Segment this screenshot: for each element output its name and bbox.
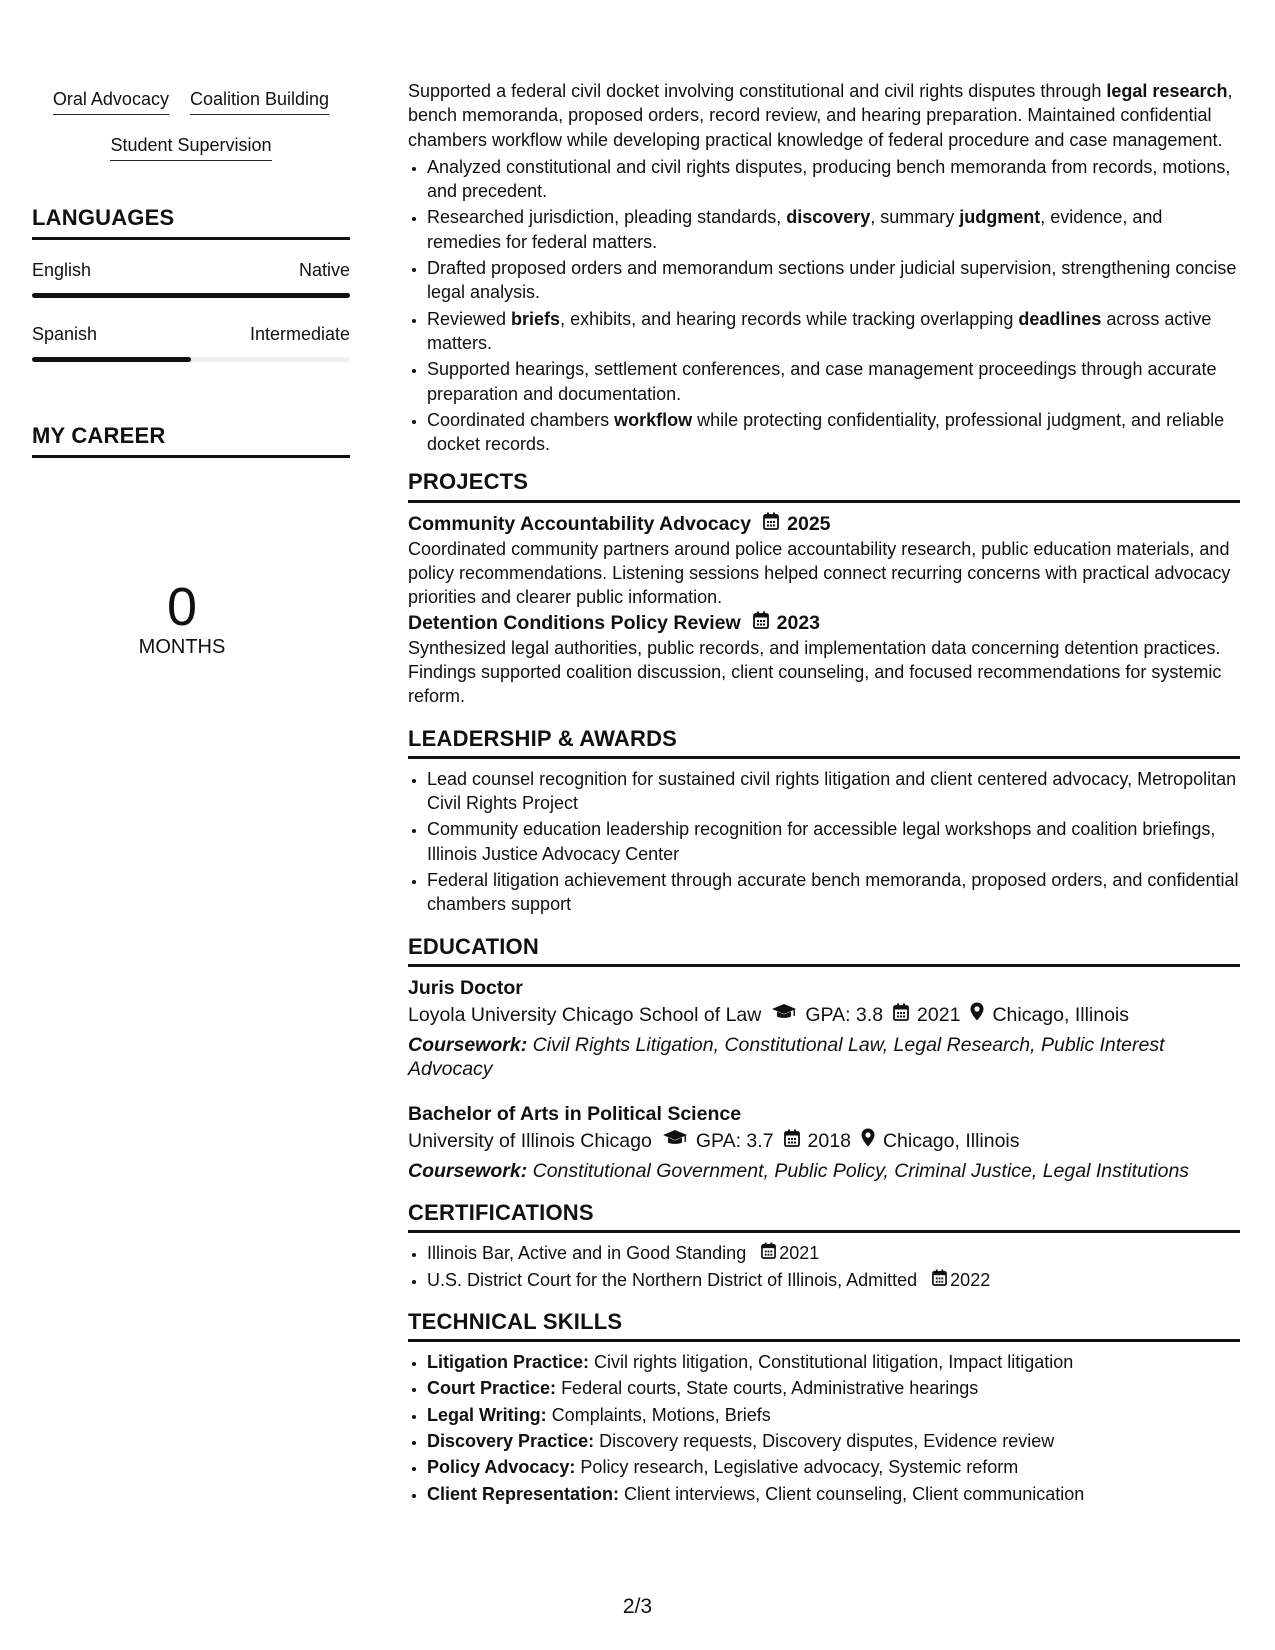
coursework	[408, 1159, 1240, 1183]
experience-bullet	[427, 408, 1240, 457]
leadership-list	[408, 767, 1240, 917]
emphasized-text: briefs	[511, 308, 561, 329]
calendar-icon	[761, 1241, 779, 1265]
school-name: Loyola University Chicago School of Law	[408, 1003, 762, 1026]
left-column	[32, 82, 350, 659]
language-level: Intermediate	[249, 324, 350, 344]
calendar-icon	[932, 1268, 950, 1292]
languages-heading: LANGUAGES	[32, 205, 350, 240]
text-run: , bench memoranda, proposed orders, record review, and hearing preparation. Maintained confidential chambers workflow while developing practical knowledge of federal procedure and case management.	[408, 81, 1233, 150]
certification-name: Illinois Bar, Active and in Good Standing	[427, 1243, 747, 1264]
skill-tags	[32, 82, 350, 174]
school-location: Chicago, Illinois	[882, 1129, 1020, 1152]
leadership-item: • Lead counsel recognition for sustained civil rights litigation and client centered advocacy, Metropolitan Civil Rights Project	[427, 767, 1240, 816]
text-run: , summary	[870, 207, 960, 228]
experience-bullet	[427, 357, 1240, 406]
certification-name: U.S. District Court for the Northern District of Illinois, Admitted	[427, 1269, 918, 1290]
skill-label: Policy Advocacy:	[427, 1457, 576, 1478]
leadership-item: • Community education leadership recognition for accessible legal workshops and coalition briefings, Illinois Justice Advocacy Center	[427, 817, 1240, 866]
skill-value: Federal courts, State courts, Administrative hearings	[561, 1378, 979, 1399]
coursework-label: Coursework:	[408, 1159, 528, 1182]
coursework-label: Coursework:	[408, 1033, 528, 1056]
school-name: University of Illinois Chicago	[408, 1129, 652, 1152]
education-heading: EDUCATION	[408, 935, 1240, 967]
project-title: Community Accountability Advocacy	[408, 512, 752, 535]
career-heading: MY CAREER	[32, 423, 350, 458]
leadership-item: • Federal litigation achievement through accurate bench memoranda, proposed orders, and confidential chambers support	[427, 868, 1240, 917]
skill-label: Discovery Practice:	[427, 1430, 595, 1451]
school-location: Chicago, Illinois	[992, 1003, 1130, 1026]
text-run: Supported a federal civil docket involving constitutional and civil rights disputes through	[408, 81, 1107, 101]
language-proficiency-fill	[32, 293, 350, 298]
gpa: GPA: 3.7	[695, 1129, 774, 1152]
graduation-year: 2018	[807, 1129, 851, 1152]
certifications-list	[408, 1241, 1240, 1292]
skill-value: Client interviews, Client counseling, Client communication	[624, 1483, 1085, 1504]
languages-section	[32, 205, 350, 362]
graduation-year: 2021	[917, 1003, 961, 1026]
skill-value: Civil rights litigation, Constitutional litigation, Impact litigation	[594, 1352, 1074, 1373]
career-duration-unit: MONTHS	[138, 636, 226, 658]
skill-label: Litigation Practice:	[427, 1352, 590, 1373]
skill-item	[427, 1455, 1240, 1479]
career-section	[32, 423, 350, 659]
language-name: English	[32, 260, 92, 280]
text-run: , evidence, and remedies for federal matters.	[427, 207, 1163, 252]
emphasized-text: legal research	[1106, 81, 1228, 101]
right-column	[408, 79, 1240, 1508]
text-run: Analyzed constitutional and civil rights disputes, producing bench memoranda from records, motions, and precedent.	[427, 156, 1231, 202]
language-level: Native	[298, 260, 350, 280]
text-run: Supported hearings, settlement conferences, and case management proceedings through accurate preparation and documentation.	[427, 359, 1217, 404]
emphasized-text: discovery	[786, 207, 871, 228]
certifications-heading: CERTIFICATIONS	[408, 1201, 1240, 1233]
gpa: GPA: 3.8	[805, 1003, 884, 1026]
calendar-icon	[763, 511, 787, 537]
language-item	[32, 324, 350, 362]
skill-label: Court Practice:	[427, 1378, 557, 1399]
graduation-cap-icon	[771, 1001, 805, 1029]
skill-value: Discovery requests, Discovery disputes, Evidence review	[599, 1430, 1055, 1451]
skill-item	[427, 1376, 1240, 1400]
skill-label: Client Representation:	[427, 1483, 620, 1504]
location-pin-icon	[861, 1127, 883, 1155]
skill-item	[427, 1482, 1240, 1506]
text-run: Researched jurisdiction, pleading standards,	[427, 207, 787, 228]
education-entry	[408, 1101, 1240, 1183]
language-name: Spanish	[32, 324, 98, 344]
project-description: Synthesized legal authorities, public records, and implementation data concerning detention practices. Findings supported coalition discussion, client counseling, and focused recommendations for systemic reform.	[408, 637, 1222, 707]
coursework	[408, 1033, 1240, 1081]
certification-item	[427, 1241, 1240, 1265]
technical-skills-heading: TECHNICAL SKILLS	[408, 1310, 1240, 1342]
education-entry	[408, 975, 1240, 1081]
project-year: 2023	[776, 611, 821, 634]
location-pin-icon	[970, 1001, 992, 1029]
text-run: Drafted proposed orders and memorandum sections under judicial supervision, strengthening concise legal analysis.	[427, 258, 1237, 303]
language-proficiency-bar	[32, 293, 350, 298]
certification-item	[427, 1268, 1240, 1292]
emphasized-text: deadlines	[1018, 308, 1102, 329]
certification-year: 2022	[950, 1269, 991, 1290]
technical-skills-list	[408, 1350, 1240, 1506]
project-description: Coordinated community partners around police accountability research, public education materials, and policy recommendations. Listening sessions helped connect recurring concerns with practical advocacy priorities and clearer public information.	[408, 538, 1231, 608]
calendar-icon	[753, 610, 777, 636]
skill-item	[427, 1350, 1240, 1374]
language-item	[32, 260, 350, 298]
project-entry	[408, 610, 1240, 709]
language-proficiency-bar	[32, 357, 350, 362]
page-number	[0, 1595, 1275, 1619]
coursework-list: Civil Rights Litigation, Constitutional Law, Legal Research, Public Interest Advocacy	[408, 1033, 1165, 1080]
emphasized-text: workflow	[614, 409, 693, 430]
degree-title: Juris Doctor	[408, 976, 523, 999]
experience-summary	[408, 79, 1240, 152]
skill-value: Policy research, Legislative advocacy, Systemic reform	[580, 1457, 1019, 1478]
experience-entry	[408, 79, 1240, 456]
skill-label: Legal Writing:	[427, 1404, 547, 1425]
experience-bullet	[427, 256, 1240, 305]
coursework-list: Constitutional Government, Public Policy, Criminal Justice, Legal Institutions	[532, 1159, 1190, 1182]
project-entry	[408, 511, 1240, 610]
text-run: while protecting confidentiality, professional judgment, and reliable docket records.	[427, 409, 1225, 455]
text-run: across active matters.	[427, 308, 1212, 353]
career-duration-value: 0	[166, 577, 198, 637]
calendar-icon	[784, 1127, 808, 1155]
experience-bullet	[427, 205, 1240, 254]
certification-year: 2021	[779, 1243, 820, 1264]
text-run: Reviewed	[427, 308, 512, 329]
project-title: Detention Conditions Policy Review	[408, 611, 741, 634]
leadership-heading: LEADERSHIP & AWARDS	[408, 727, 1240, 759]
skill-value: Complaints, Motions, Briefs	[551, 1404, 771, 1425]
language-proficiency-fill	[32, 357, 191, 362]
skill-tag: Student Supervision	[110, 134, 271, 161]
project-year: 2025	[787, 512, 831, 535]
skill-tag: Oral Advocacy	[53, 88, 169, 115]
emphasized-text: judgment	[959, 207, 1041, 228]
degree-title: Bachelor of Arts in Political Science	[408, 1102, 742, 1125]
skill-tag: Coalition Building	[190, 88, 329, 115]
calendar-icon	[893, 1001, 917, 1029]
experience-bullet	[427, 155, 1240, 204]
page-number-text: 2/3	[622, 1595, 653, 1618]
projects-heading: PROJECTS	[408, 470, 1240, 502]
graduation-cap-icon	[662, 1127, 696, 1155]
experience-bullet	[427, 307, 1240, 356]
skill-item	[427, 1403, 1240, 1427]
skill-item	[427, 1429, 1240, 1453]
experience-bullets	[408, 155, 1240, 457]
text-run: , exhibits, and hearing records while tracking overlapping	[560, 308, 1019, 329]
text-run: Coordinated chambers	[427, 409, 615, 430]
